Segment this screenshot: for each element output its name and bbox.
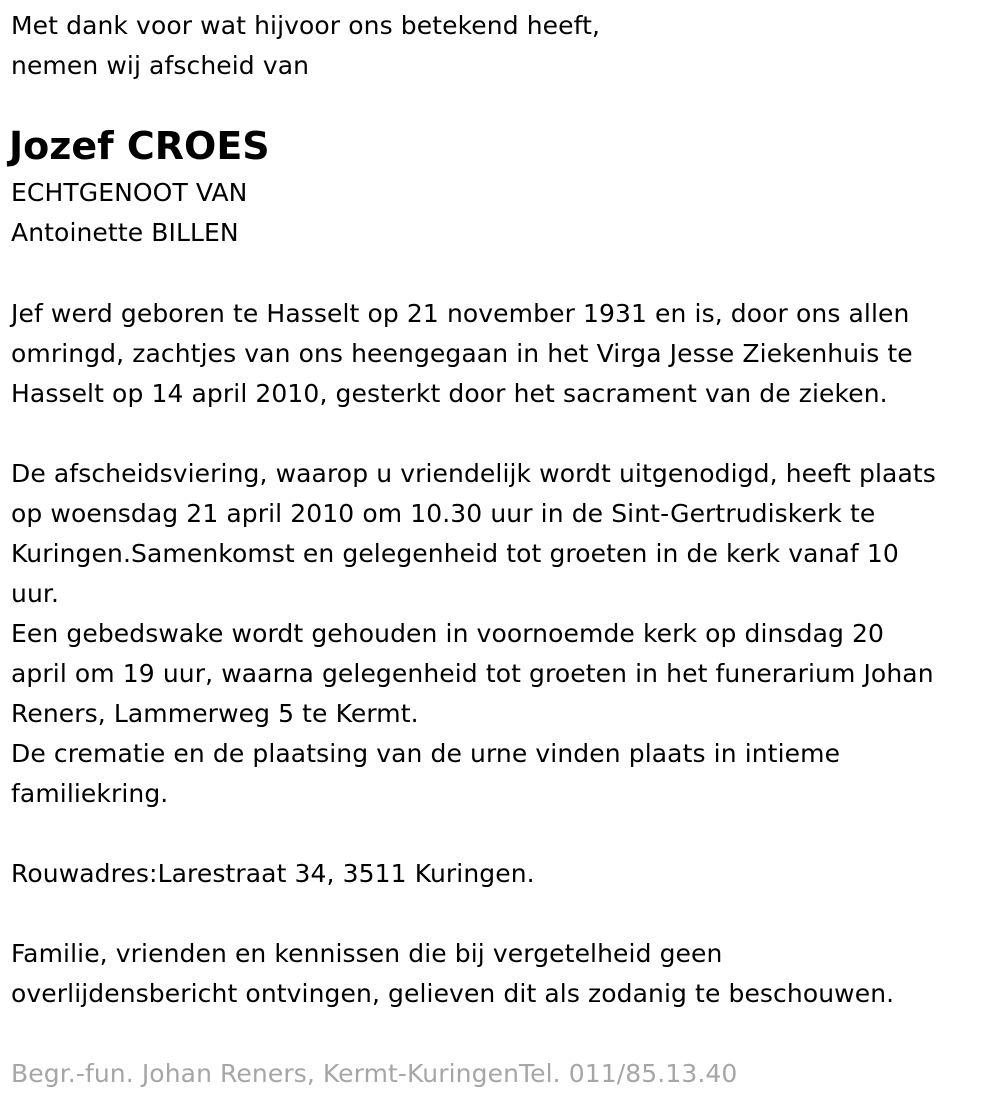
notice-line: overlijdensbericht ontvingen, gelieven dit als zodanig te beschouwen. (11, 979, 895, 1008)
ceremony-line: Een gebedswake wordt gehouden in voornoemde kerk op dinsdag 20 (11, 619, 885, 648)
ceremony-line: Reners, Lammerweg 5 te Kermt. (11, 699, 419, 728)
notice-line: Familie, vrienden en kennissen die bij vergetelheid geen (11, 939, 723, 968)
mourning-address: Rouwadres:Larestraat 34, 3511 Kuringen. (11, 859, 535, 888)
ceremony-line: uur. (11, 579, 60, 608)
ceremony-line: De afscheidsviering, waarop u vriendelijk wordt uitgenodigd, heeft plaats (11, 459, 936, 488)
relation-label: ECHTGENOOT VAN (11, 178, 248, 207)
intro-line-2: nemen wij afscheid van (11, 51, 310, 80)
ceremony-line: De crematie en de plaatsing van de urne vinden plaats in intieme (11, 739, 841, 768)
bio-line: omringd, zachtjes van ons heengegaan in het Virga Jesse Ziekenhuis te (11, 339, 913, 368)
funeral-home-footer: Begr.-fun. Johan Reners, Kermt-KuringenTel. 011/85.13.40 (11, 1059, 738, 1088)
ceremony-line: Kuringen.Samenkomst en gelegenheid tot groeten in de kerk vanaf 10 (11, 539, 899, 568)
ceremony-line: april om 19 uur, waarna gelegenheid tot groeten in het funerarium Johan (11, 659, 934, 688)
bio-line: Hasselt op 14 april 2010, gesterkt door het sacrament van de zieken. (11, 379, 888, 408)
spouse-name: Antoinette BILLEN (11, 218, 239, 247)
bio-line: Jef werd geboren te Hasselt op 21 november 1931 en is, door ons allen (11, 299, 910, 328)
ceremony-line: familiekring. (11, 779, 169, 808)
ceremony-line: op woensdag 21 april 2010 om 10.30 uur in de Sint-Gertrudiskerk te (11, 499, 876, 528)
intro-line-1: Met dank voor wat hijvoor ons betekend heeft, (11, 11, 601, 40)
deceased-name: Jozef CROES (9, 124, 270, 168)
